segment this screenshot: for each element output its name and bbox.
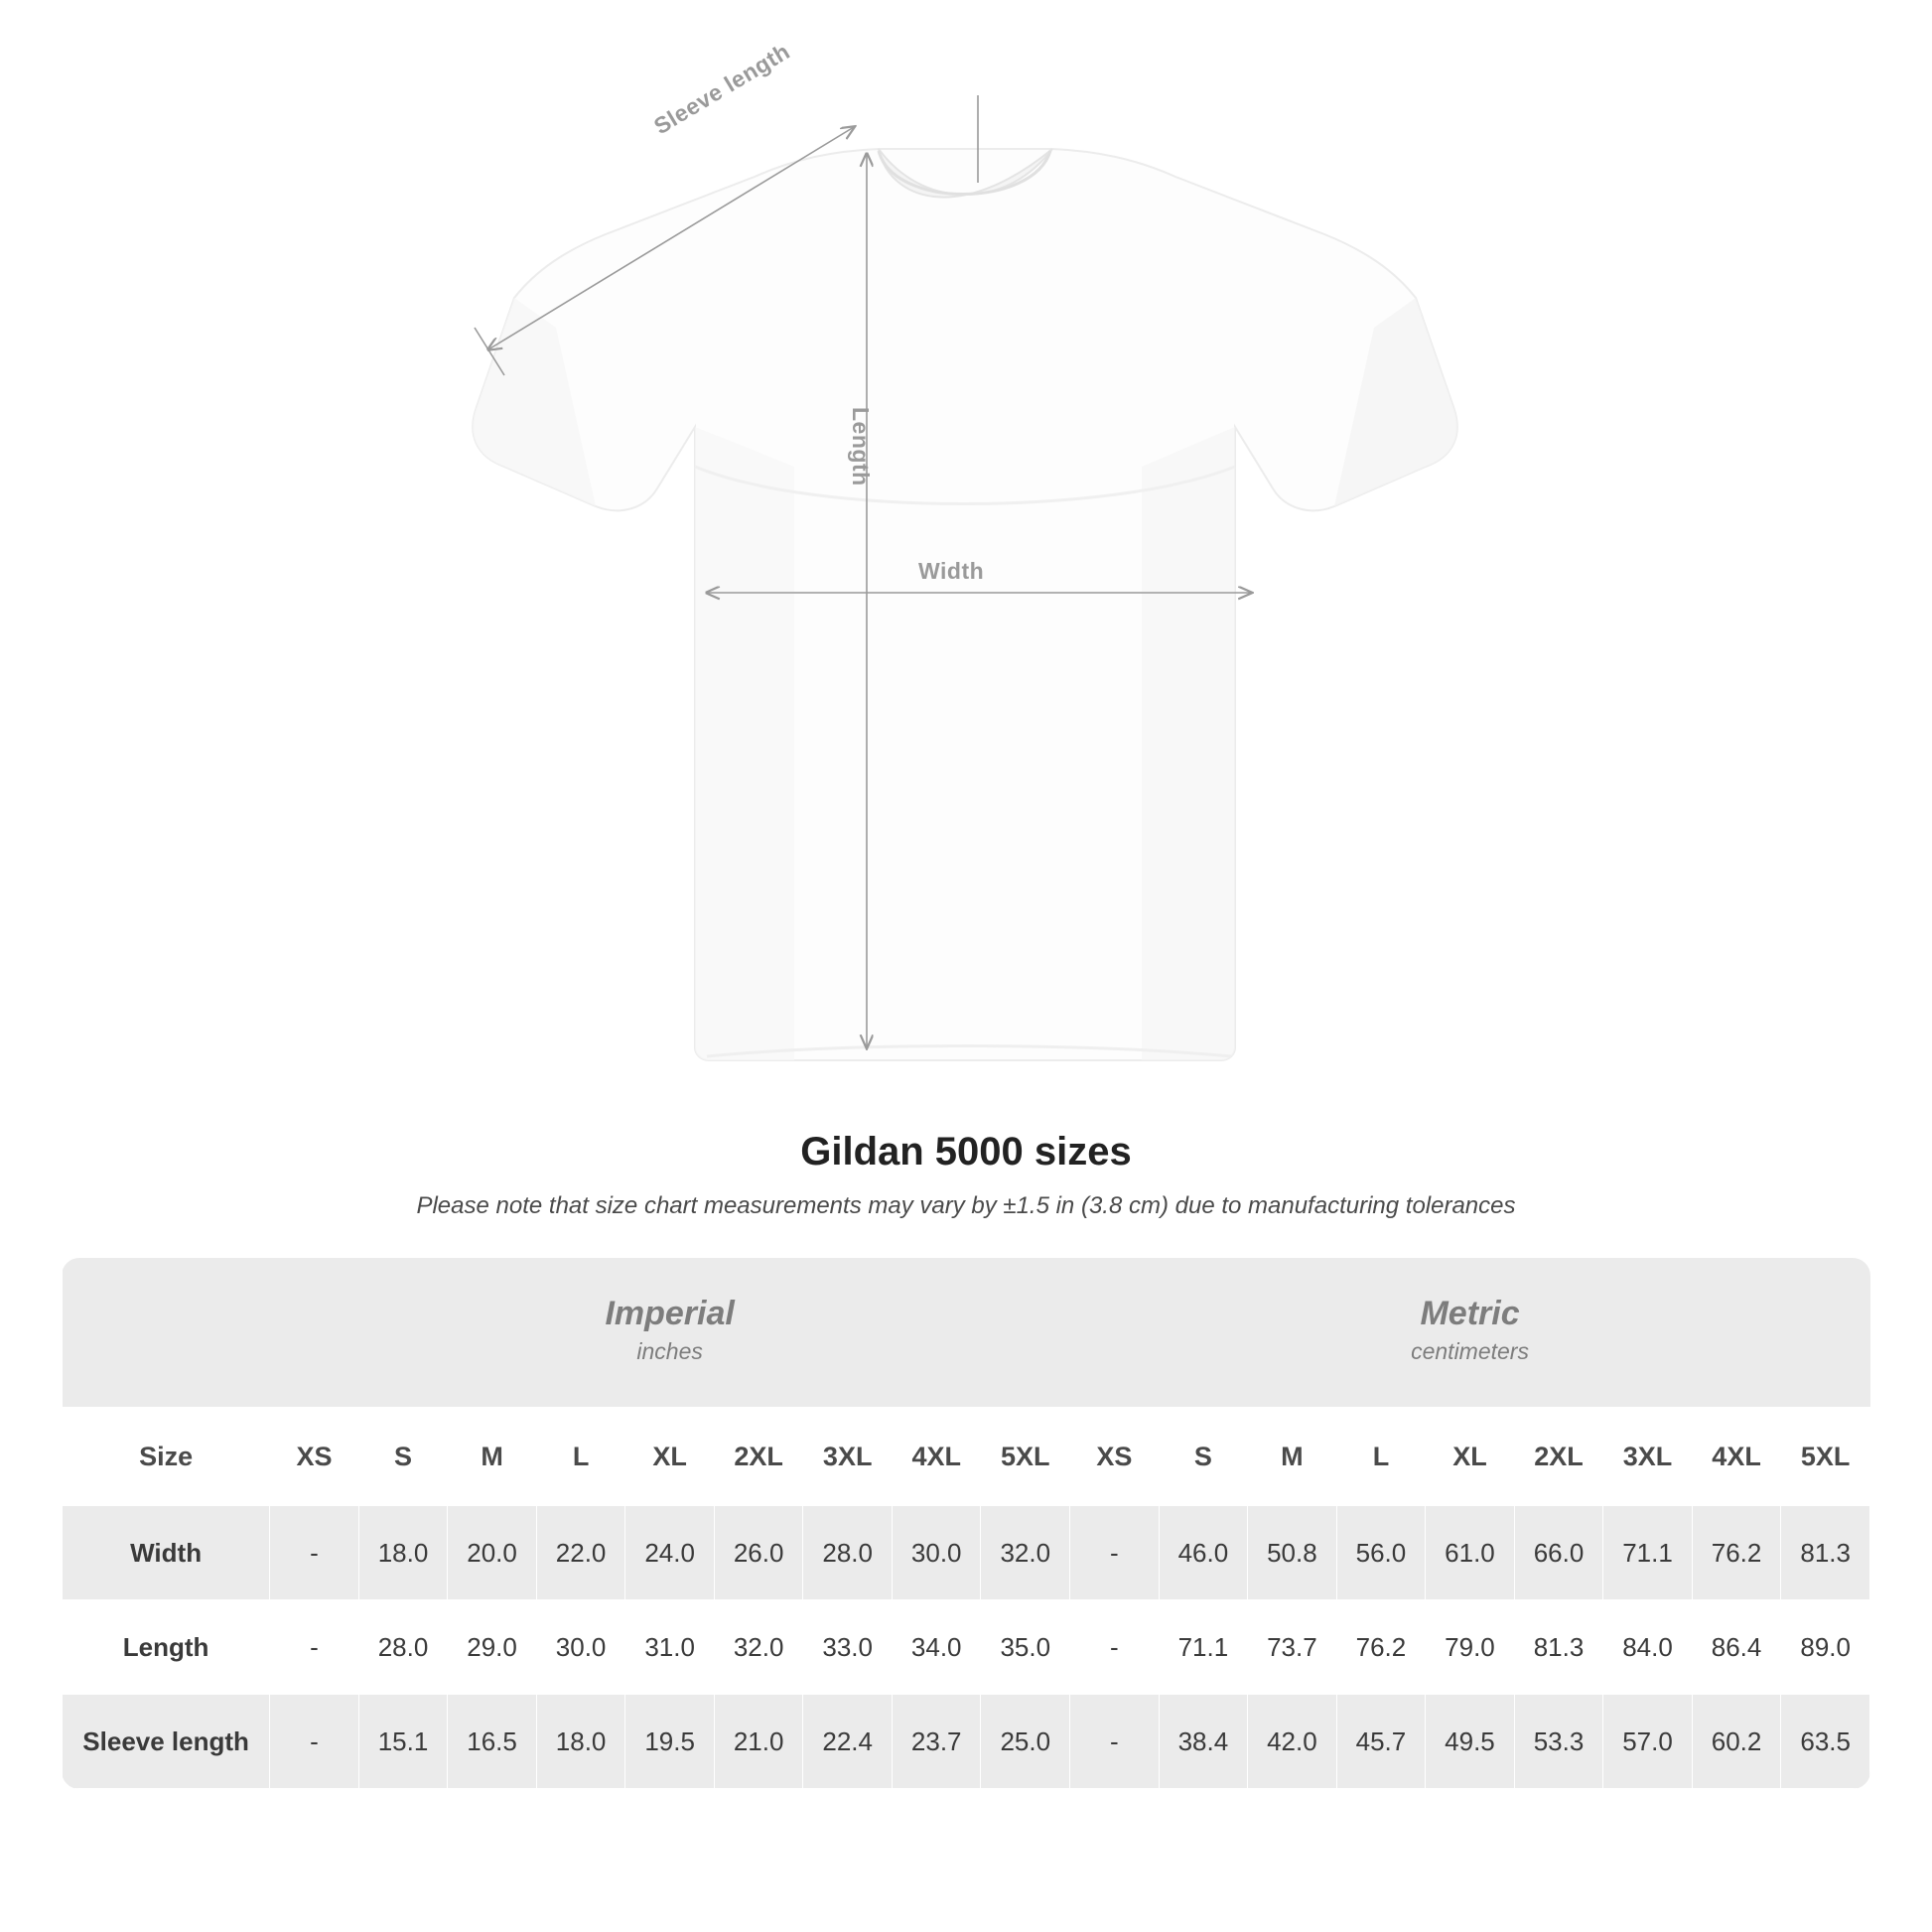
- cell-width-metric-m: 50.8: [1248, 1506, 1337, 1600]
- width-label: Width: [918, 558, 985, 584]
- cell-sleeve-metric-xs: -: [1070, 1695, 1160, 1789]
- table-row: [63, 1506, 1870, 1600]
- cell-sleeve-imperial-m: 16.5: [448, 1695, 537, 1789]
- cell-length-metric-2xl: 81.3: [1514, 1600, 1603, 1695]
- size-header-metric-4xl: 4XL: [1692, 1408, 1781, 1506]
- cell-width-metric-2xl: 66.0: [1514, 1506, 1603, 1600]
- table-corner-cell: [63, 1258, 270, 1408]
- cell-length-metric-4xl: 86.4: [1692, 1600, 1781, 1695]
- unit-header-metric: [1070, 1258, 1870, 1408]
- size-header-imperial-2xl: 2XL: [714, 1408, 803, 1506]
- size-header-imperial-4xl: 4XL: [892, 1408, 981, 1506]
- cell-length-imperial-m: 29.0: [448, 1600, 537, 1695]
- cell-length-metric-s: 71.1: [1159, 1600, 1248, 1695]
- size-header-label: Size: [63, 1408, 270, 1506]
- size-header-imperial-s: S: [358, 1408, 448, 1506]
- cell-sleeve-imperial-2xl: 21.0: [714, 1695, 803, 1789]
- page-title: Gildan 5000 sizes: [800, 1130, 1132, 1173]
- size-header-metric-2xl: 2XL: [1514, 1408, 1603, 1506]
- size-header-imperial-l: L: [536, 1408, 625, 1506]
- cell-length-metric-5xl: 89.0: [1781, 1600, 1870, 1695]
- tolerance-note: Please note that size chart measurements may vary by ±1.5 in (3.8 cm) due to manufacturing tolerances: [416, 1192, 1516, 1219]
- cell-sleeve-metric-l: 45.7: [1336, 1695, 1426, 1789]
- size-header-metric-s: S: [1159, 1408, 1248, 1506]
- row-label-length: Length: [63, 1600, 270, 1695]
- cell-width-imperial-s: 18.0: [358, 1506, 448, 1600]
- cell-sleeve-metric-m: 42.0: [1248, 1695, 1337, 1789]
- unit-sub-metric: centimeters: [1411, 1338, 1529, 1365]
- cell-sleeve-imperial-4xl: 23.7: [892, 1695, 981, 1789]
- cell-width-imperial-xs: -: [270, 1506, 359, 1600]
- size-header-metric-m: M: [1248, 1408, 1337, 1506]
- row-label-width: Width: [63, 1506, 270, 1600]
- cell-width-metric-4xl: 76.2: [1692, 1506, 1781, 1600]
- cell-length-imperial-4xl: 34.0: [892, 1600, 981, 1695]
- cell-length-imperial-2xl: 32.0: [714, 1600, 803, 1695]
- cell-sleeve-imperial-l: 18.0: [536, 1695, 625, 1789]
- size-header-metric-l: L: [1336, 1408, 1426, 1506]
- cell-sleeve-metric-xl: 49.5: [1426, 1695, 1515, 1789]
- size-header-row: [63, 1408, 1870, 1506]
- cell-width-imperial-m: 20.0: [448, 1506, 537, 1600]
- unit-sub-imperial: inches: [636, 1338, 703, 1365]
- tshirt-shape: [473, 149, 1457, 1060]
- length-label: Length: [848, 407, 874, 486]
- size-header-metric-xs: XS: [1070, 1408, 1160, 1506]
- cell-length-metric-3xl: 84.0: [1603, 1600, 1693, 1695]
- unit-name-metric: Metric: [1420, 1295, 1520, 1333]
- cell-width-imperial-4xl: 30.0: [892, 1506, 981, 1600]
- cell-sleeve-metric-3xl: 57.0: [1603, 1695, 1693, 1789]
- size-header-metric-5xl: 5XL: [1781, 1408, 1870, 1506]
- cell-length-imperial-5xl: 35.0: [981, 1600, 1070, 1695]
- unit-header-row: [63, 1258, 1870, 1408]
- cell-length-imperial-s: 28.0: [358, 1600, 448, 1695]
- unit-header-imperial: [270, 1258, 1070, 1408]
- size-header-imperial-m: M: [448, 1408, 537, 1506]
- size-header-imperial-xl: XL: [625, 1408, 715, 1506]
- cell-length-metric-xs: -: [1070, 1600, 1160, 1695]
- cell-width-metric-s: 46.0: [1159, 1506, 1248, 1600]
- cell-sleeve-imperial-3xl: 22.4: [803, 1695, 893, 1789]
- size-header-metric-3xl: 3XL: [1603, 1408, 1693, 1506]
- size-header-metric-xl: XL: [1426, 1408, 1515, 1506]
- size-table: [62, 1258, 1870, 1789]
- cell-sleeve-metric-2xl: 53.3: [1514, 1695, 1603, 1789]
- size-table-wrapper: [62, 1258, 1870, 1789]
- cell-width-metric-xl: 61.0: [1426, 1506, 1515, 1600]
- cell-width-imperial-2xl: 26.0: [714, 1506, 803, 1600]
- cell-sleeve-metric-5xl: 63.5: [1781, 1695, 1870, 1789]
- cell-width-metric-3xl: 71.1: [1603, 1506, 1693, 1600]
- cell-length-imperial-xl: 31.0: [625, 1600, 715, 1695]
- cell-width-imperial-3xl: 28.0: [803, 1506, 893, 1600]
- table-row: [63, 1600, 1870, 1695]
- cell-width-imperial-xl: 24.0: [625, 1506, 715, 1600]
- cell-length-metric-l: 76.2: [1336, 1600, 1426, 1695]
- cell-length-imperial-l: 30.0: [536, 1600, 625, 1695]
- size-header-imperial-xs: XS: [270, 1408, 359, 1506]
- cell-length-metric-m: 73.7: [1248, 1600, 1337, 1695]
- table-row: [63, 1695, 1870, 1789]
- cell-length-imperial-xs: -: [270, 1600, 359, 1695]
- cell-sleeve-imperial-xl: 19.5: [625, 1695, 715, 1789]
- title-block: [0, 1130, 1932, 1220]
- cell-sleeve-imperial-s: 15.1: [358, 1695, 448, 1789]
- unit-name-imperial: Imperial: [605, 1295, 735, 1333]
- cell-sleeve-metric-s: 38.4: [1159, 1695, 1248, 1789]
- cell-sleeve-imperial-5xl: 25.0: [981, 1695, 1070, 1789]
- size-header-imperial-5xl: 5XL: [981, 1408, 1070, 1506]
- cell-sleeve-metric-4xl: 60.2: [1692, 1695, 1781, 1789]
- cell-width-metric-xs: -: [1070, 1506, 1160, 1600]
- size-header-imperial-3xl: 3XL: [803, 1408, 893, 1506]
- cell-width-imperial-5xl: 32.0: [981, 1506, 1070, 1600]
- cell-width-imperial-l: 22.0: [536, 1506, 625, 1600]
- cell-width-metric-5xl: 81.3: [1781, 1506, 1870, 1600]
- cell-sleeve-imperial-xs: -: [270, 1695, 359, 1789]
- cell-length-imperial-3xl: 33.0: [803, 1600, 893, 1695]
- sleeve-length-label: Sleeve length: [649, 38, 795, 140]
- cell-length-metric-xl: 79.0: [1426, 1600, 1515, 1695]
- cell-width-metric-l: 56.0: [1336, 1506, 1426, 1600]
- row-label-sleeve-length: Sleeve length: [63, 1695, 270, 1789]
